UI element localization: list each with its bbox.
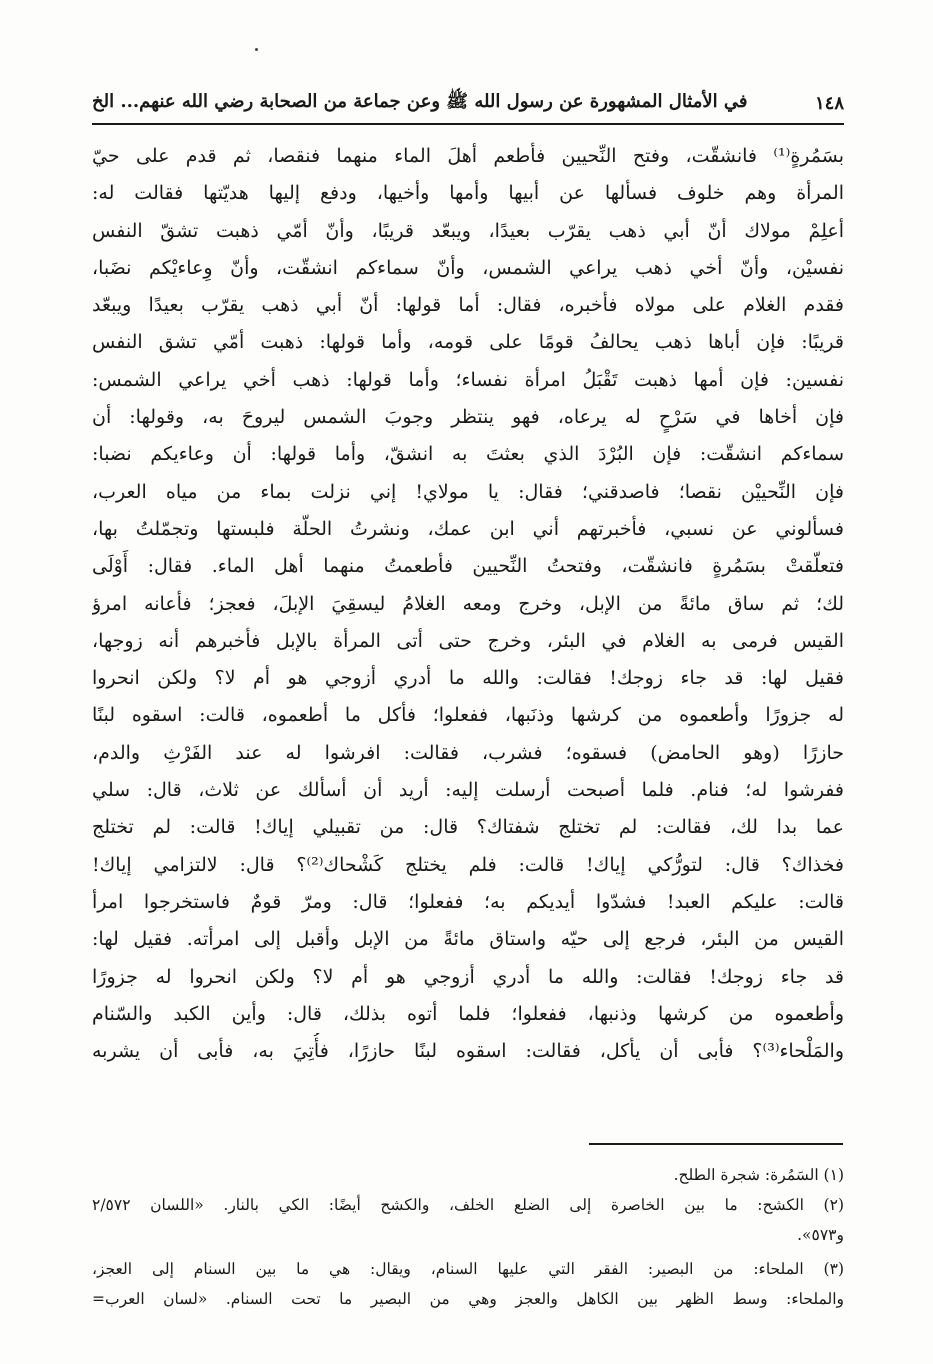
text-line: بسَمُرةٍ⁽¹⁾ فانشقّت، وفتح النِّحيين فأطعم أهلَ الماء منهما فنقصا، ثم قدم على حيّ: [92, 145, 844, 167]
text-line: له جزورًا وأطعموه من كرشها وذنَبها، ففعلوا؛ فأكل ما أطعموه، قالت: اسقوه لبنًا: [92, 704, 844, 727]
footnote-1: (١) السَمُرة: شجرة الطلح.: [673, 1166, 844, 1184]
text-line: قريبًا: فإن أباها ذهب يحالفُ قومًا على قومه، وأما قولها: ذهبت أمّي تشق النفس: [92, 331, 844, 354]
text-line: فسألوني عن نسبي، فأخبرتهم أني ابن عمك، ونشرتُ الحلّة فلبستها وتجمّلتُ بها،: [92, 517, 844, 540]
text-line: وأطعموه من كرشها وذنبها، ففعلوا؛ فلما أتوه بذلك، قال: وأين الكبد والسّنام: [92, 1002, 844, 1025]
text-line: فقيل لها: قد جاء زوجك! فقالت: والله ما أدري أزوجي هو أم لا؟ ولكن انحروا: [92, 667, 844, 690]
main-text: [92, 138, 844, 1070]
page-number: ١٤٨: [814, 92, 844, 114]
footnote-2-continued: و٥٧٣».: [797, 1226, 844, 1244]
text-line: ففرشوا له؛ فنام. فلما أصبحت أرسلت إليه: أريد أن أسألك عن ثلاث، قال: سلي: [92, 779, 844, 802]
text-line: القيس من البئر، فرجع إلى حيّه واستاق مائةً من الإبل وأقبل إلى امرأته. فقيل لها:: [92, 928, 844, 951]
text-line: المرأة وهم خلوف فسألها عن أبيها وأمها وأخيها، ودفع إليها هديّتها فقالت له:: [92, 182, 844, 205]
text-line: نفسين: فإن أمها ذهبت تَقْبَلُ امرأة نفساء؛ وأما قولها: ذهب أخي يراعي الشمس:: [92, 368, 844, 391]
paper-speck: [255, 48, 258, 51]
text-line: نفسيْن، وأنّ أخي ذهب يراعي الشمس، وأنّ سماءكم انشقّت، وأنّ وِعاءيْكم نضَبا،: [92, 256, 844, 279]
text-line: والمَلْحاء⁽³⁾؟ فأبى أن يأكل، فقالت: اسقوه لبنًا حازرًا، فأُتِيَ به، فأبى أن يشربه: [92, 1040, 844, 1063]
text-line: حازرًا (وهو الحامض) فسقوه؛ فشرب، فقالت: افرشوا له عند الفَرْثِ والدم،: [92, 741, 844, 764]
text-line: قد جاء زوجك! فقالت: والله ما أدري أزوجي هو أم لا؟ ولكن انحروا له جزورًا: [92, 965, 844, 988]
text-line: أعلِمْ مولاك أنّ أبي ذهب يقرّب بعيدًا، ويبعّد قريبًا، وأنّ أمّي ذهبت تشقّ النفس: [92, 219, 844, 242]
footnote-3: (٣) الملحاء: من البصير: الفقر التي عليها السنام، ويقال: هي ما بين السنام إلى العجز،: [92, 1260, 844, 1278]
text-line: سماءكم انشقّت: فإن البُرْدَ الذي بعثتَ به انشقّ، وأما قولها: أن وعاءيكم نضبا:: [92, 443, 844, 466]
footnotes: [92, 1160, 844, 1314]
text-line: فخذاك؟ قال: لتورُّكي إياك! قالت: فلم يختلج كَشْحاك⁽²⁾؟ قال: لالتزامي إياك!: [92, 853, 844, 876]
header-rule: [92, 123, 844, 125]
footnote-2: (٢) الكشح: ما بين الخاصرة إلى الضلع الخلف، والكشح أيضًا: الكي بالنار. «اللسان ٢/٥٧٢: [92, 1196, 844, 1214]
running-title: في الأمثال المشهورة عن رسول الله ﷺ وعن جماعة من الصحابة رضي الله عنهم... الخ: [92, 91, 748, 112]
text-line: قالت: عليكم العبد! فشدّوا أيديكم به؛ ففعلوا؛ قال: ومرّ قومٌ فاستخرجوا امرأ: [92, 890, 844, 913]
text-line: لك؛ ثم ساق مائةً من الإبل، وخرج ومعه الغلامُ ليسقِيَ الإبلَ، فعجز؛ فأعانه امرؤ: [92, 592, 844, 615]
text-line: عما بدا لك، فقالت: لم تختلج شفتاك؟ قال: من تقبيلي إياك! قالت: لم تختلج: [92, 816, 844, 839]
page-header: [92, 88, 844, 118]
text-line: القيس فرمى به الغلام في البئر، وخرج حتى أتى المرأة بالإبل فأخبرهم أنه زوجها،: [92, 629, 844, 652]
text-line: فقدم الغلام على مولاه فأخبره، فقال: أما قولها: أنّ أبي ذهب يقرّب بعيدًا ويبعّد: [92, 294, 844, 317]
text-line: فتعلّقتْ بسَمُرةٍ فانشقّت، وفتحتُ النِّحيين فأطعمتُ منهما أهل الماء. فقال: أَوْلَى: [92, 555, 844, 578]
text-line: فإن النِّحييْن نقصا؛ فاصدقني؛ فقال: يا مولاي! إني نزلت بماء من مياه العرب،: [92, 480, 844, 503]
footnote-rule: [589, 1143, 843, 1145]
footnote-3-continued: والملحاء: وسط الظهر بين الكاهل والعجز وهي من البصير ما تحت السنام. «لسان العرب=: [92, 1290, 844, 1308]
text-line: فإن أخاها في سَرْحٍ له يرعاه، فهو ينتظر وجوبَ الشمس ليروحَ به، وقولها: أن: [92, 406, 844, 429]
